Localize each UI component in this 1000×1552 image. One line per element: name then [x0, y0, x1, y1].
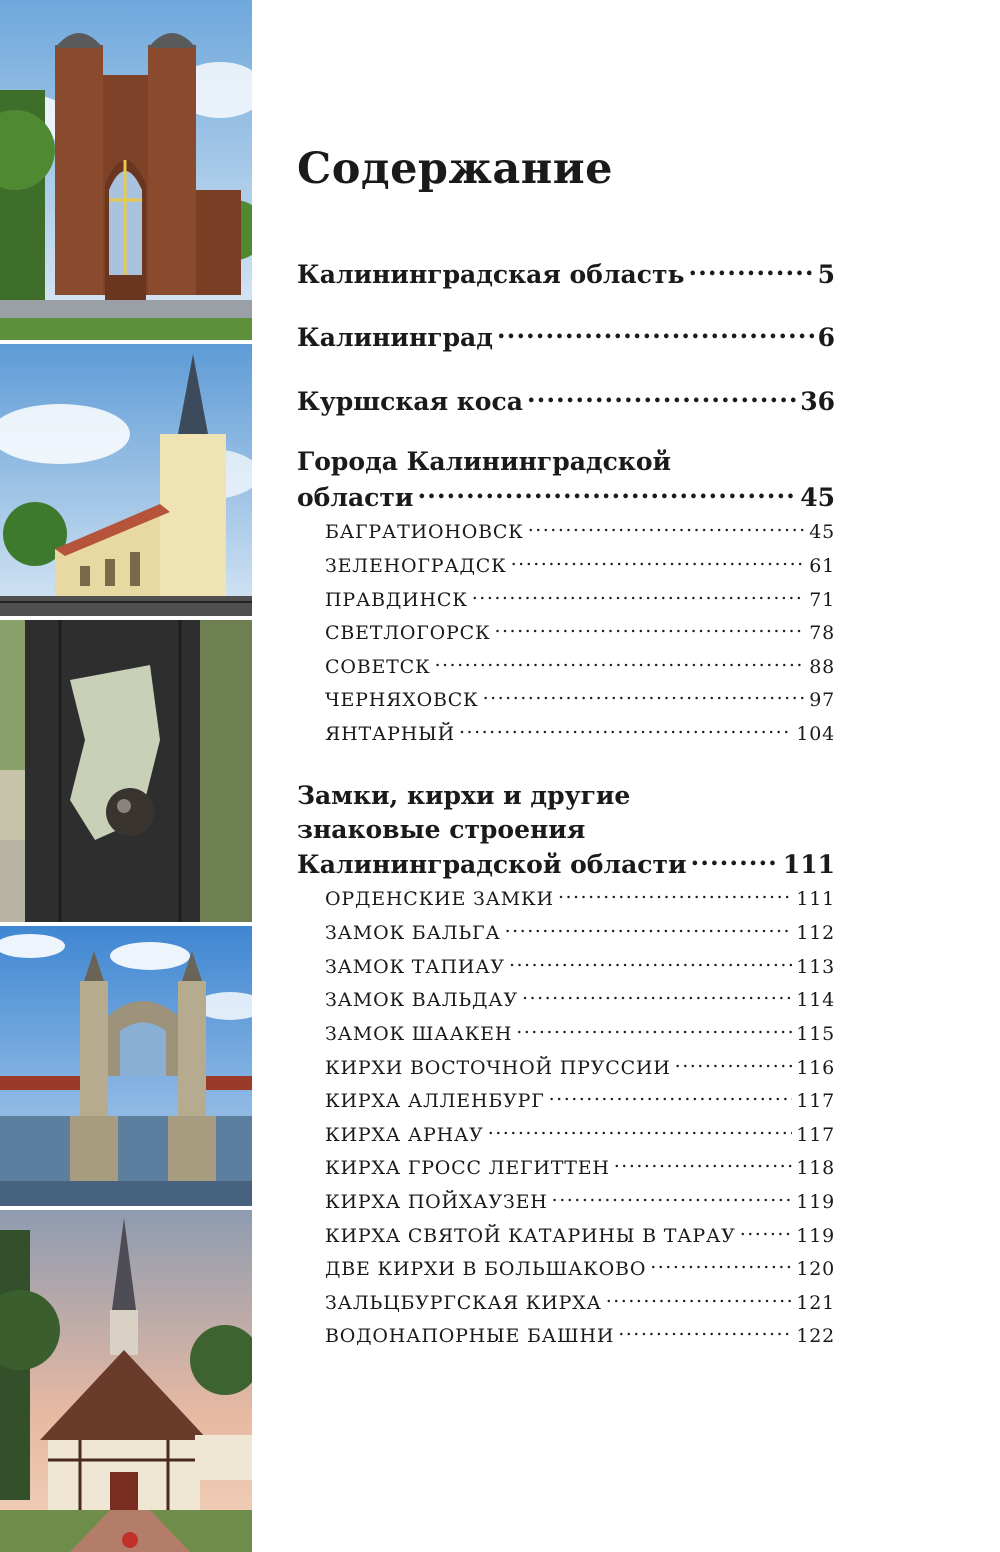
toc-subentry-label: ЯНТАРНЫЙ	[325, 723, 455, 745]
toc-subentry-page: 78	[809, 622, 835, 644]
toc-entry-label: Куршская коса	[297, 387, 523, 416]
dot-leader	[549, 1088, 793, 1107]
toc-subentry[interactable]	[325, 654, 835, 679]
toc-subentry[interactable]	[325, 687, 835, 712]
toc-subentry-label: ЗАМОК ВАЛЬДАУ	[325, 989, 518, 1011]
toc-subentry-label: ОРДЕНСКИЕ ЗАМКИ	[325, 888, 554, 910]
toc-subentry[interactable]	[325, 1323, 835, 1348]
dot-leader	[528, 519, 806, 538]
toc-entry-label: Калининград	[297, 323, 493, 352]
white-church-photo	[0, 344, 252, 616]
toc-section-heading: знаковые строения	[297, 815, 586, 844]
dot-leader	[740, 1223, 793, 1242]
toc-entry-page: 45	[800, 483, 835, 512]
toc-subentry-label: ПРАВДИНСК	[325, 589, 468, 611]
toc-entry[interactable]	[297, 481, 835, 513]
dot-leader	[494, 620, 805, 639]
toc-subentry-label: КИРХА АЛЛЕНБУРГ	[325, 1090, 545, 1112]
toc-subentry-page: 120	[796, 1258, 835, 1280]
dot-leader	[675, 1055, 793, 1074]
toc-subentry-page: 117	[796, 1124, 835, 1146]
toc-subentry-page: 113	[796, 956, 835, 978]
toc-subentry-label: ЧЕРНЯХОВСК	[325, 689, 479, 711]
toc-subentry-page: 121	[796, 1292, 835, 1314]
dot-leader	[472, 587, 805, 606]
toc-entry[interactable]	[297, 848, 835, 880]
toc-entry-page: 5	[817, 260, 835, 289]
toc-entry-page: 111	[782, 850, 835, 879]
dot-leader	[516, 1021, 792, 1040]
toc-subentry[interactable]	[325, 587, 835, 612]
dot-leader	[505, 920, 793, 939]
toc-subentry[interactable]	[325, 1055, 835, 1080]
toc-subentry-page: 97	[809, 689, 835, 711]
toc-subentry-label: ЗАМОК БАЛЬГА	[325, 922, 501, 944]
toc-subentry-page: 118	[796, 1157, 835, 1179]
dot-leader	[614, 1155, 793, 1174]
toc-entry[interactable]	[297, 258, 835, 290]
toc-section-heading: Замки, кирхи и другие	[297, 781, 631, 810]
toc-entry-page: 6	[817, 323, 835, 352]
dot-leader	[688, 258, 813, 283]
toc-entry[interactable]	[297, 385, 835, 417]
toc-subentry[interactable]	[325, 886, 835, 911]
dot-leader	[417, 481, 796, 506]
dot-leader	[650, 1256, 792, 1275]
toc-subentry[interactable]	[325, 1256, 835, 1281]
toc-subentry-label: КИРХА ГРОСС ЛЕГИТТЕН	[325, 1157, 610, 1179]
toc-subentry[interactable]	[325, 721, 835, 746]
toc-subentry[interactable]	[325, 553, 835, 578]
toc-subentry[interactable]	[325, 1155, 835, 1180]
dot-leader	[558, 886, 792, 905]
toc-subentry[interactable]	[325, 519, 835, 544]
toc-entry-label: Калининградская область	[297, 260, 685, 289]
toc-subentry-label: БАГРАТИОНОВСК	[325, 521, 524, 543]
toc-subentry-page: 122	[796, 1325, 835, 1347]
toc-subentry-page: 61	[809, 555, 835, 577]
toc-subentry-label: ЗЕЛЕНОГРАДСК	[325, 555, 507, 577]
dot-leader	[488, 1122, 793, 1141]
toc-subentry-page: 116	[796, 1057, 835, 1079]
toc-subentry[interactable]	[325, 1189, 835, 1214]
toc-subentry[interactable]	[325, 1021, 835, 1046]
toc-subentry-label: КИРХА АРНАУ	[325, 1124, 484, 1146]
toc-subentry-label: ЗАЛЬЦБУРГСКАЯ КИРХА	[325, 1292, 602, 1314]
toc-subentry-page: 71	[809, 589, 835, 611]
dot-leader	[552, 1189, 793, 1208]
toc-subentry-label: КИРХА СВЯТОЙ КАТАРИНЫ В ТАРАУ	[325, 1225, 736, 1247]
brick-church-photo	[0, 0, 252, 340]
toc-subentry[interactable]	[325, 620, 835, 645]
queen-louise-bridge-photo	[0, 926, 252, 1206]
toc-subentry-label: ВОДОНАПОРНЫЕ БАШНИ	[325, 1325, 615, 1347]
toc-entry-label: области	[297, 483, 414, 512]
dot-leader	[618, 1323, 792, 1342]
toc-subentry-page: 88	[809, 656, 835, 678]
toc-subentry-page: 112	[796, 922, 835, 944]
toc-subentry-page: 111	[796, 888, 835, 910]
toc-subentry[interactable]	[325, 987, 835, 1012]
toc-subentry-page: 115	[796, 1023, 835, 1045]
toc-subentry-label: ДВЕ КИРХИ В БОЛЬШАКОВО	[325, 1258, 647, 1280]
toc-subentry-label: ЗАМОК ТАПИАУ	[325, 956, 505, 978]
toc-subentry[interactable]	[325, 920, 835, 945]
toc-subentry-page: 117	[796, 1090, 835, 1112]
toc-subentry-page: 104	[796, 723, 835, 745]
dot-leader	[522, 987, 792, 1006]
dot-leader	[497, 321, 814, 346]
dot-leader	[691, 848, 779, 873]
dot-leader	[434, 654, 805, 673]
toc-subentry[interactable]	[325, 954, 835, 979]
dot-leader	[509, 954, 792, 973]
toc-subentry-page: 114	[796, 989, 835, 1011]
dot-leader	[483, 687, 806, 706]
toc-subentry[interactable]	[325, 1290, 835, 1315]
toc-subentry-page: 45	[809, 521, 835, 543]
dot-leader	[511, 553, 806, 572]
toc-subentry-label: СВЕТЛОГОРСК	[325, 622, 491, 644]
toc-entry-page: 36	[800, 387, 835, 416]
toc-subentry[interactable]	[325, 1088, 835, 1113]
page-title: Содержание	[297, 144, 613, 194]
toc-section-heading: Города Калининградской	[297, 447, 672, 476]
toc-entry[interactable]	[297, 321, 835, 353]
metal-sculpture-photo	[0, 620, 252, 922]
toc-subentry-page: 119	[796, 1225, 835, 1247]
toc-subentry-label: КИРХИ ВОСТОЧНОЙ ПРУССИИ	[325, 1057, 671, 1079]
photo-strip	[0, 0, 252, 1552]
toc-subentry-label: ЗАМОК ШААКЕН	[325, 1023, 513, 1045]
dot-leader	[606, 1290, 793, 1309]
toc-subentry[interactable]	[325, 1122, 835, 1147]
dot-leader	[459, 721, 792, 740]
half-timbered-church-photo	[0, 1210, 252, 1552]
toc-subentry-label: КИРХА ПОЙХАУЗЕН	[325, 1191, 548, 1213]
toc-entry-label: Калининградской области	[297, 850, 687, 879]
dot-leader	[527, 385, 796, 410]
toc-subentry[interactable]	[325, 1223, 835, 1248]
toc-subentry-label: СОВЕТСК	[325, 656, 431, 678]
toc-subentry-page: 119	[796, 1191, 835, 1213]
